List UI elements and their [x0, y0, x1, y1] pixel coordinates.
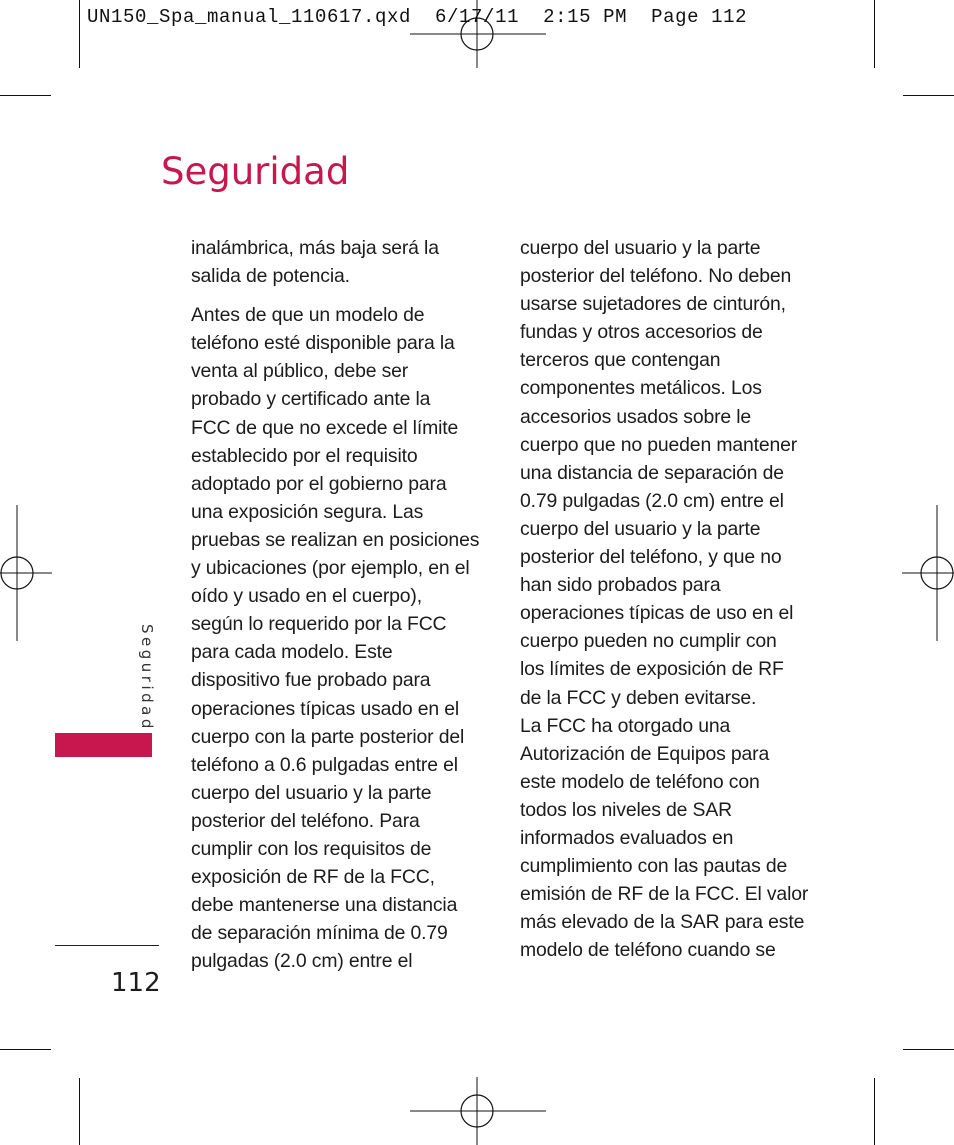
- registration-mark-bottom-icon: [410, 1077, 546, 1145]
- crop-mark-top-left-horizontal: [0, 95, 51, 96]
- paragraph: inalámbrica, más baja será la salida de potencia.: [191, 237, 439, 288]
- crop-mark-top-right-vertical: [874, 0, 875, 68]
- section-tab-marker: [55, 733, 152, 757]
- registration-mark-left-icon: [0, 505, 52, 641]
- crop-mark-bottom-right-vertical: [874, 1078, 875, 1145]
- crop-mark-bottom-left-vertical: [79, 1078, 80, 1145]
- paragraph: Antes de que un modelo de teléfono esté disponible para la venta al público, debe ser probado y certificado ante la FCC de que no excede el límite establecido por el requisito adoptado por el gobierno para una exposición segura. Las pruebas se realizan en posiciones y ubicaciones (por ejemplo, en el oído y usado en el cuerpo), según lo requerido por la FCC para cada modelo. Este dispositivo fue probado para operaciones típicas usado en el cuerpo con la parte posterior del teléfono a 0.6 pulgadas entre el cuerpo del usuario y la parte posterior del teléfono. Para cumplir con los requisitos de exposición de RF de la FCC, debe mantenerse una distancia de separación mínima de 0.79 pulgadas (2.0 cm) entre el: [191, 304, 480, 973]
- footer-divider: [55, 945, 159, 946]
- body-column-right: [520, 234, 820, 964]
- crop-mark-top-right-horizontal: [903, 95, 954, 96]
- section-title: Seguridad: [161, 150, 350, 193]
- body-column-left: [191, 234, 491, 975]
- page-number: 112: [111, 968, 161, 998]
- registration-mark-top-icon: [410, 0, 546, 68]
- crop-mark-bottom-right-horizontal: [903, 1049, 954, 1050]
- side-section-label: Seguridad: [138, 624, 156, 732]
- printer-slug: UN150_Spa_manual_110617.qxd 6/17/11 2:15 PM Page 112: [87, 6, 748, 28]
- crop-mark-top-left-vertical: [79, 0, 80, 68]
- registration-mark-right-icon: [902, 505, 954, 641]
- paragraph: cuerpo del usuario y la parte posterior del teléfono. No deben usarse sujetadores de cinturón, fundas y otros accesorios de terceros que contengan componentes metálicos. Los accesorios usados sobre le cuerpo que no pueden mantener una distancia de separación de 0.79 pulgadas (2.0 cm) entre el cuerpo del usuario y la parte posterior del teléfono, y que no han sido probados para operaciones típicas de uso en el cuerpo pueden no cumplir con los límites de exposición de RF de la FCC y deben evitarse. La FCC ha otorgado una Autorización de Equipos para este modelo de teléfono con todos los niveles de SAR informados evaluados en cumplimiento con las pautas de emisión de RF de la FCC. El valor más elevado de la SAR para este modelo de teléfono cuando se: [520, 237, 809, 962]
- crop-mark-bottom-left-horizontal: [0, 1049, 51, 1050]
